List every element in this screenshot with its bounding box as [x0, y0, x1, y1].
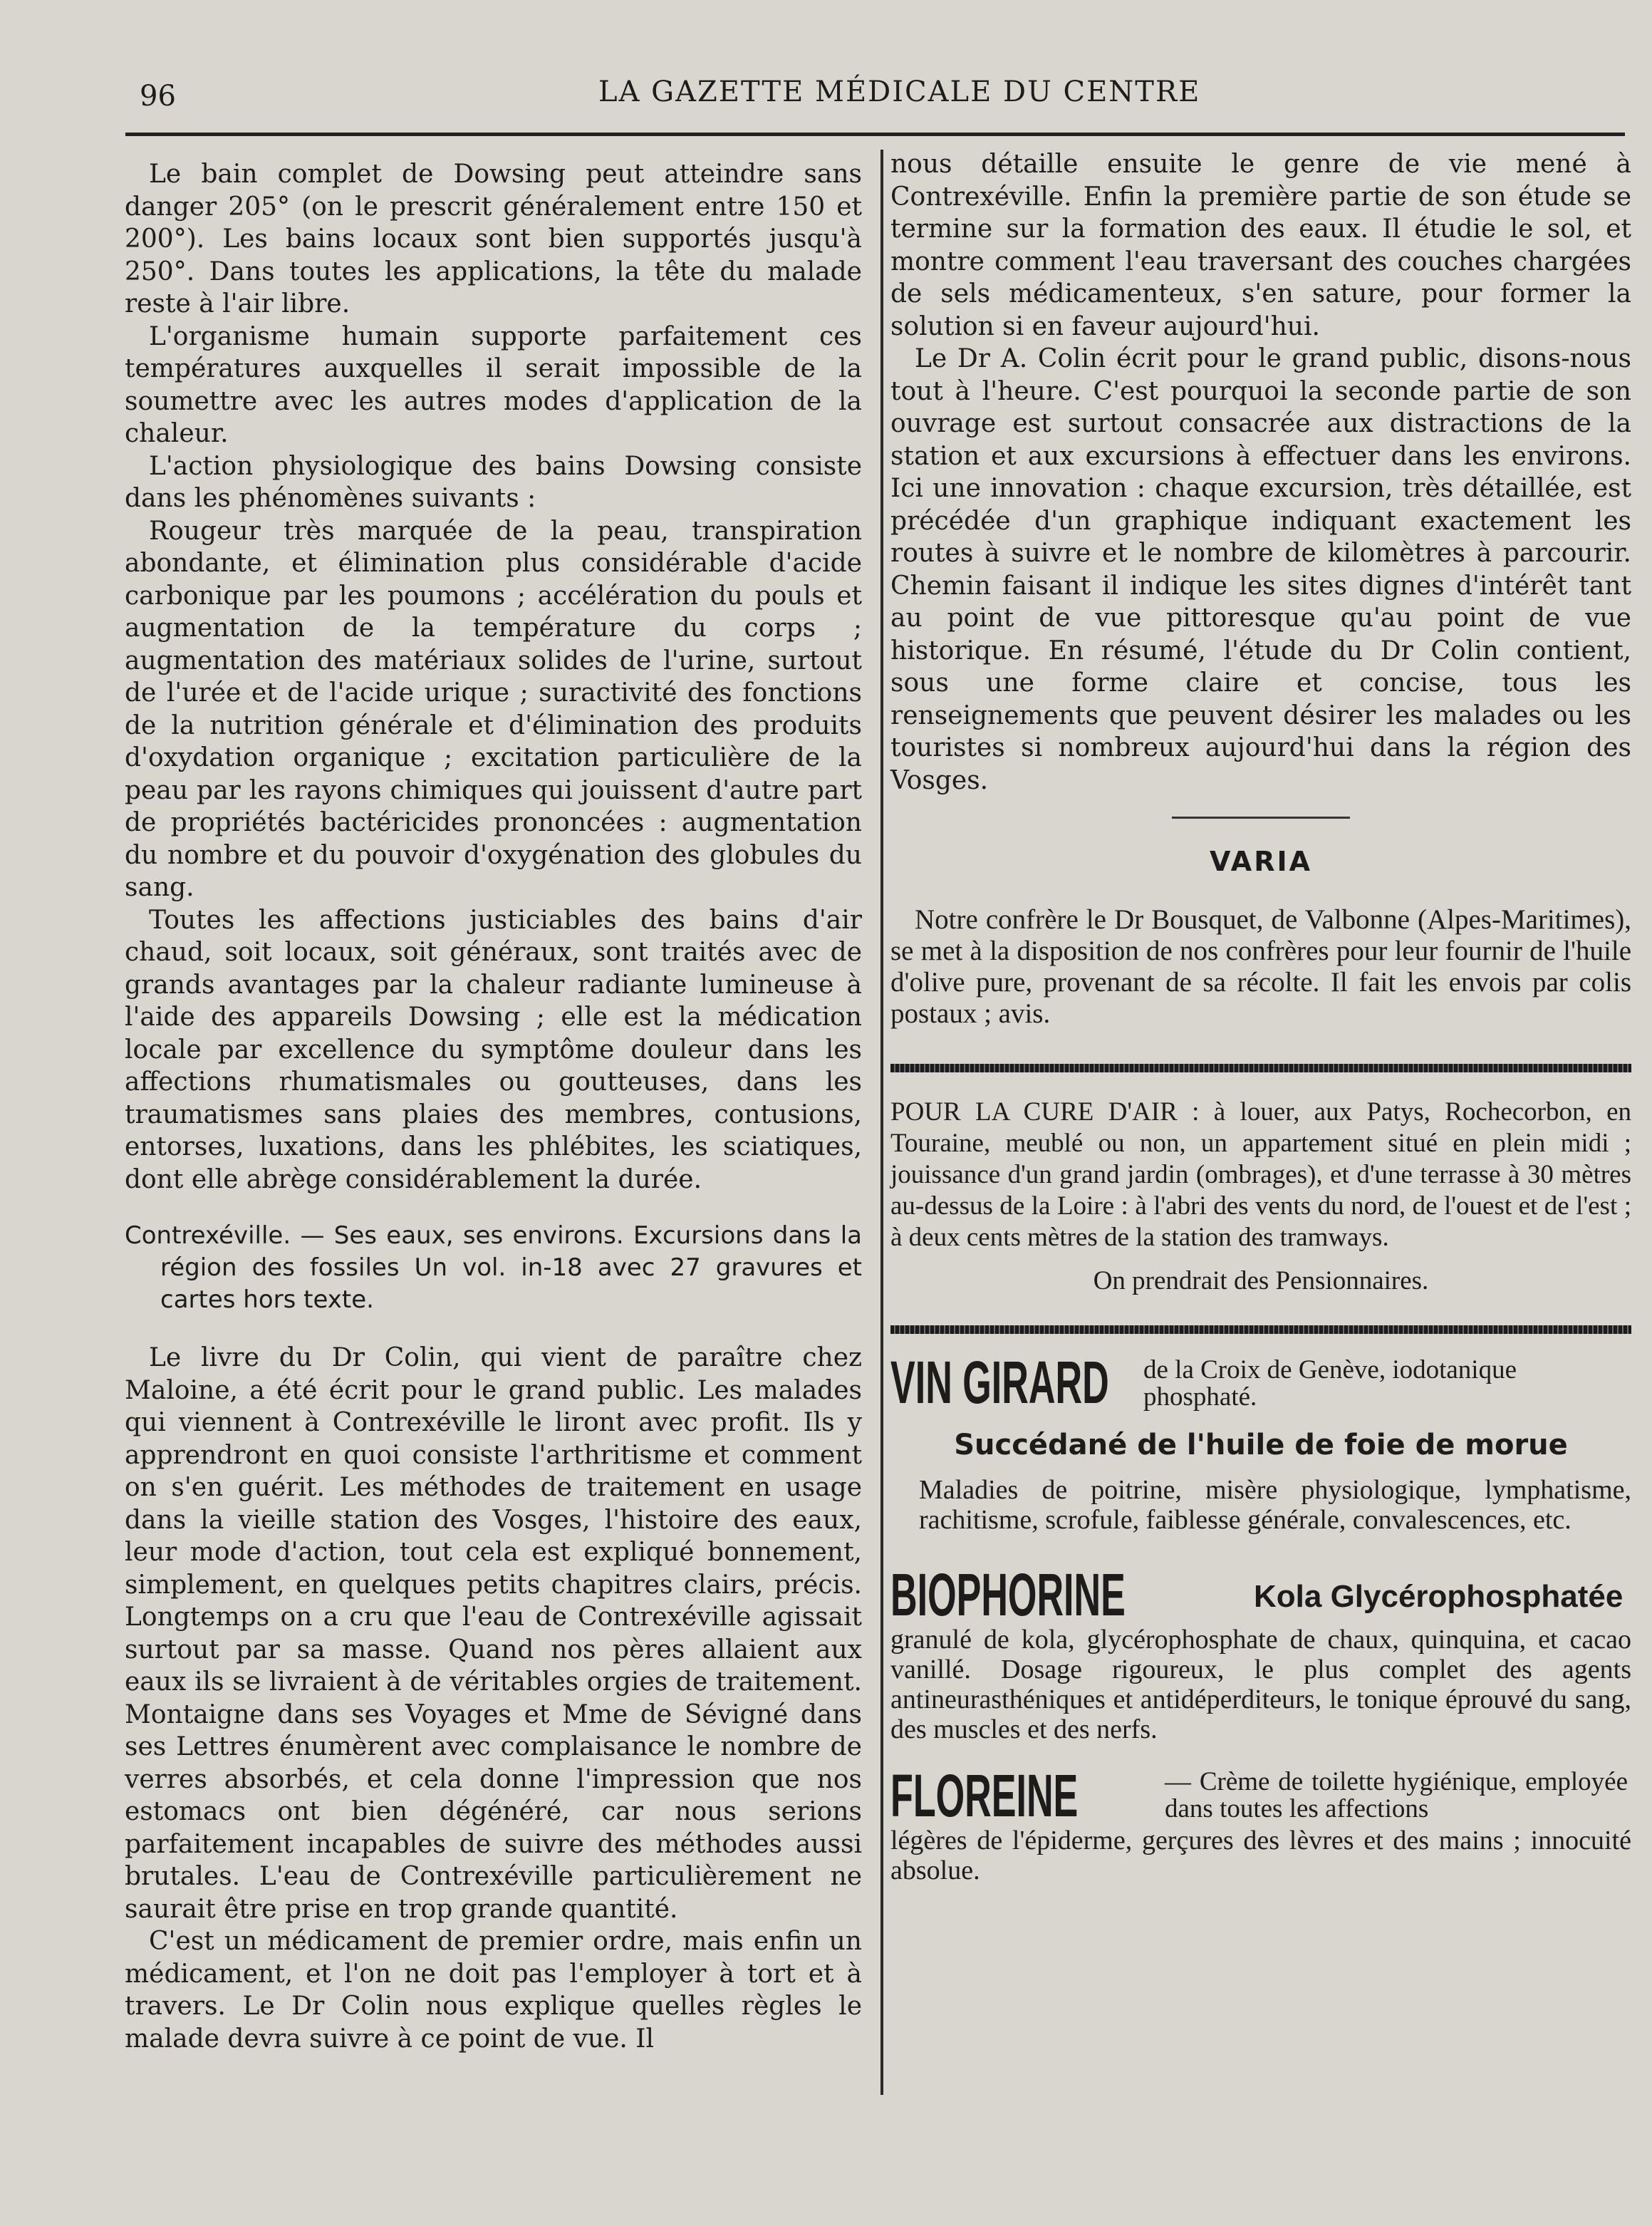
floreine-ad: [890, 1761, 1631, 1829]
left-column: [125, 158, 862, 2055]
ornamental-band: [890, 1064, 1631, 1072]
vin-girard-body: Maladies de poitrine, misère physiologique, lymphatisme, rachitisme, scrofule, faiblesse générale, convalescences, etc.: [919, 1474, 1631, 1535]
paragraph: Rougeur très marquée de la peau, transpiration abondante, et élimination plus considérable d'acide carbonique par les poumons ; accélération du pouls et augmentation de la température du corps ; augmentation des matériaux solides de l'urine, surtout de l'urée et de l'acide urique ; suractivité des fonctions de la nutrition générale et d'élimination des produits d'oxydation organique ; excitation particulière de la peau par les rayons chimiques qui jouissent d'autre part de propriétés bactéricides prononcées : augmentation du nombre et du pouvoir d'oxygénation des globules du sang.: [125, 516, 862, 902]
vin-girard-side: de la Croix de Genève, iodotanique phosphaté.: [1143, 1355, 1517, 1412]
column-divider: [880, 150, 883, 2095]
section-rule: [1172, 817, 1350, 819]
floreine-name: FLOREINE: [890, 1761, 1079, 1829]
ornamental-band: [890, 1325, 1631, 1334]
varia-heading: VARIA: [1209, 846, 1313, 877]
review-continuation: nous détaille ensuite le genre de vie mené à Contrexéville. Enfin la première partie de son étude se termine sur la formation des eaux. Il étudie le sol, et montre comment l'eau traversant des couches chargées de sels médicamenteux, s'en sature, pour former la solution si en faveur aujourd'hui.: [890, 150, 1631, 341]
review-continuation: Le Dr A. Colin écrit pour le grand public, disons-nous tout à l'heure. C'est pourquoi la seconde partie de son ouvrage est surtout consacrée aux distractions de la station et aux excursions à effectuer dans les environs. Ici une innovation : chaque excursion, très détaillée, est précédée d'un graphique indiquant exactement les routes à suivre et le nombre de kilomètres à parcourir. Chemin faisant il indique les sites dignes d'intérêt tant au point de vue pittoresque qu'au point de vue historique. En résumé, l'étude du Dr Colin contient, sous une forme claire et concise, tous les renseignements que peuvent désirer les malades ou les touristes si nombreux aujourd'hui dans la région des Vosges.: [890, 344, 1631, 795]
biophorine-body: granulé de kola, glycérophosphate de chaux, quinquina, et cacao vanillé. Dosage rigoureux, le plus complet des agents antineurasthéniques et antidéperditeurs, le tonique éprouvé du sang, des muscles et des nerfs.: [890, 1624, 1631, 1744]
biophorine-name: BIOPHORINE: [890, 1560, 1126, 1628]
paragraph: Le bain complet de Dowsing peut atteindre sans danger 205° (on le prescrit généralement entre 150 et 200°). Les bains locaux sont bien supportés jusqu'à 250°. Dans toutes les applications, la tête du malade reste à l'air libre.: [125, 160, 862, 319]
floreine-body: légères de l'épiderme, gerçures des lèvres et des mains ; innocuité absolue.: [890, 1825, 1631, 1885]
vin-girard-name: VIN GIRARD: [890, 1349, 1109, 1416]
pensionnaires-line: On prendrait des Pensionnaires.: [1093, 1265, 1429, 1295]
paragraph: Toutes les affections justiciables des bains d'air chaud, soit locaux, soit généraux, sont traités avec de grands avantages par la chaleur radiante lumineuse à l'aide des appareils Dowsing ; elle est la médication locale par excellence du symptôme douleur dans les affections rhumatismales ou goutteuses, dans les traumatismes sans plaies des membres, contusions, entorses, luxations, dans les phlébites, les sciatiques, dont elle abrège considérablement la durée.: [125, 905, 862, 1194]
biophorine-tagline: Kola Glycérophosphatée: [1254, 1578, 1624, 1614]
varia-text: Notre confrère le Dr Bousquet, de Valbonne (Alpes-Maritimes), se met à la disposition de nos confrères pour leur fournir de l'huile d'olive pure, provenant de sa récolte. Il fait les envois par colis postaux ; avis.: [890, 904, 1631, 1029]
review-paragraph: C'est un médicament de premier ordre, mais enfin un médicament, et l'on ne doit pas l'employer à tort et à travers. Le Dr Colin nous explique quelles règles le malade devra suivre à ce point de vue. Il: [125, 1927, 862, 2054]
right-column: [890, 148, 1631, 1885]
review-paragraph: Le livre du Dr Colin, qui vient de paraître chez Maloine, a été écrit pour le grand public. Les malades qui viennent à Contrexéville le liront avec profit. Ils y apprendront en quoi consiste l'arthritisme et comment on s'en guérit. Les méthodes de traitement en usage dans la vieille station des Vosges, l'histoire des eaux, leur mode d'action, tout cela est expliqué bonnement, simplement, en quelques petits chapitres clairs, précis. Longtemps on a cru que l'eau de Contrexéville agissait surtout par sa masse. Quand nos pères allaient aux eaux ils se livraient à de véritables orgies de traitement. Montaigne dans ses Voyages et Mme de Sévigné dans ses Lettres énumèrent avec complaisance le nombre de verres absorbés, et cela donne l'impression que nos estomacs ont bien dégénéré, car nous serions parfaitement incapables de suivre des méthodes aussi brutales. L'eau de Contrexéville particulièrement ne saurait être prise en trop grande quantité.: [125, 1343, 862, 1924]
paragraph: L'action physiologique des bains Dowsing consiste dans les phénomènes suivants :: [125, 451, 862, 513]
header-rule: [125, 133, 1625, 136]
floreine-side: — Crème de toilette hygiénique, employée dans toutes les affections: [1165, 1766, 1628, 1823]
air-cure-ad: POUR LA CURE D'AIR : à louer, aux Patys, Rochecorbon, en Touraine, meublé ou non, un appartement situé en plein midi ; jouissance d'un grand jardin (ombrages), et d'une terrasse à 30 mètres au-dessus de la Loire : à l'abri des vents du nord, de l'ouest et de l'est ; à deux cents mètres de la station des tramways.: [890, 1097, 1631, 1252]
book-title-lead: Contrexéville.: [125, 1221, 291, 1250]
page-number: 96: [140, 80, 176, 113]
book-title: [125, 1220, 862, 1316]
paragraph: L'organisme humain supporte parfaitement ces températures auxquelles il serait impossible de la soumettre avec les autres modes d'application de la chaleur.: [125, 321, 862, 448]
vin-girard-ad: [890, 1349, 1631, 1416]
biophorine-ad: [890, 1560, 1631, 1628]
journal-title: LA GAZETTE MÉDICALE DU CENTRE: [598, 76, 1201, 108]
book-title-rest: — Ses eaux, ses environs. Excursions dans la région des fossiles Un vol. in-18 avec 27 gravures et cartes hors texte.: [160, 1221, 862, 1314]
vin-girard-subtitle: Succédané de l'huile de foie de morue: [954, 1429, 1568, 1461]
